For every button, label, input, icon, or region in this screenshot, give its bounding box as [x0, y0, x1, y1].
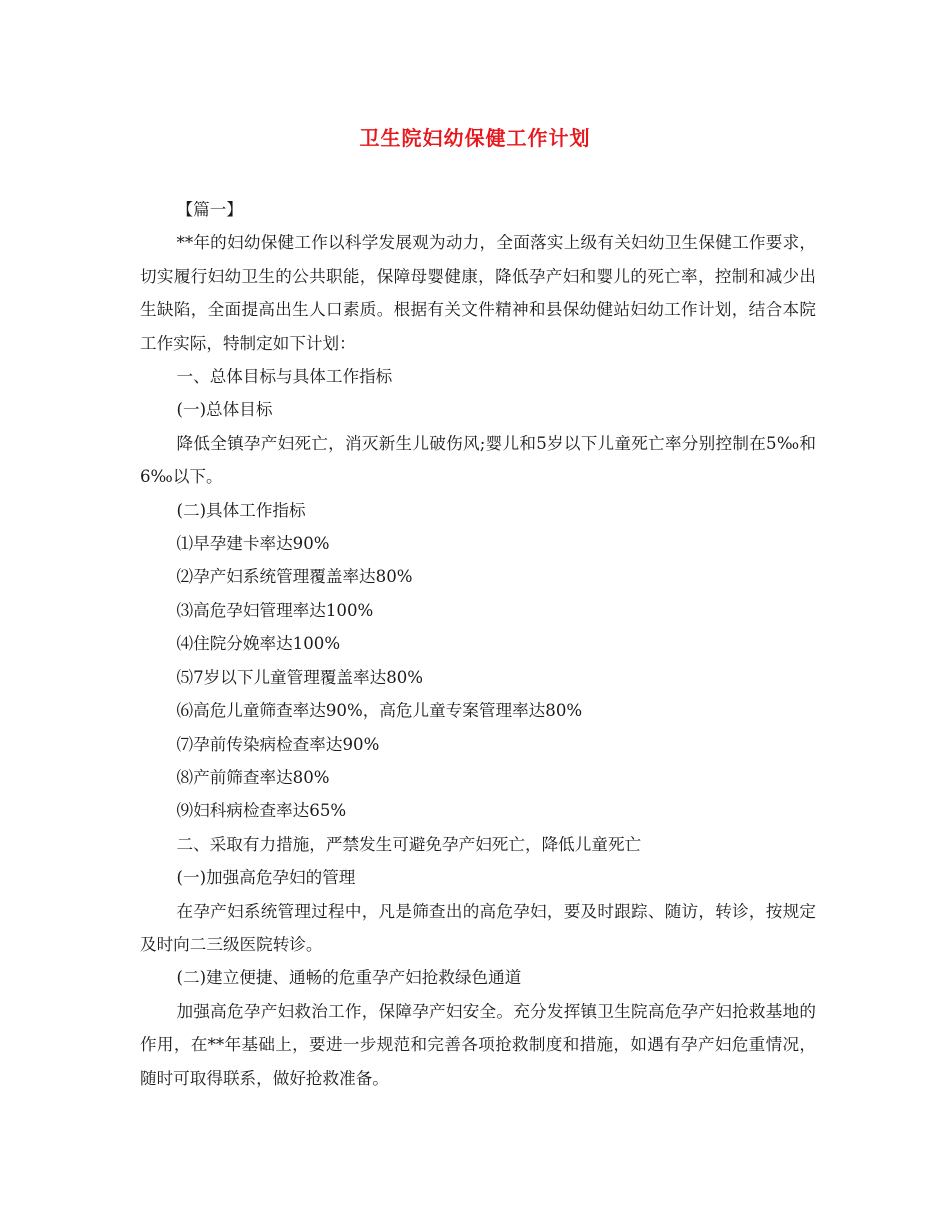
list-item: ⑸7岁以下儿童管理覆盖率达80%: [176, 667, 424, 687]
list-item: ⑶高危孕妇管理率达100%: [176, 600, 374, 620]
paragraph: **年的妇幼保健工作以科学发展观为动力，全面落实上级有关妇幼卫生保健工作要求，切实履行妇幼卫生的公共职能，保障母婴健康，降低孕产妇和婴儿的死亡率，控制和减少出生缺陷，全面提高出生人口素质。根据有关文件精神和县保幼健站妇幼工作计划，结合本院工作实际，特制定如下计划：: [140, 233, 816, 353]
section-heading: 【篇一】: [176, 200, 243, 219]
subsection-heading: (一)加强高危孕妇的管理: [176, 868, 356, 888]
subsection-heading: (二)建立便捷、通畅的危重孕产妇抢救绿色通道: [176, 968, 522, 988]
section-heading: 一、总体目标与具体工作指标: [176, 367, 393, 387]
document-body: [140, 193, 816, 1095]
paragraph: 加强高危孕产妇救治工作，保障孕产妇安全。充分发挥镇卫生院高危孕产妇抢救基地的作用，在**年基础上，要进一步规范和完善各项抢救制度和措施，如遇有孕产妇危重情况，随时可取得联系，做好抢救准备。: [140, 1001, 816, 1088]
subsection-heading: (一)总体目标: [176, 400, 273, 420]
list-item: ⑹高危儿童筛查率达90%，高危儿童专案管理率达80%: [176, 701, 583, 721]
list-item: ⑺孕前传染病检查率达90%: [176, 734, 380, 754]
document-title: 卫生院妇幼保健工作计划: [359, 126, 591, 150]
paragraph: 降低全镇孕产妇死亡，消灭新生儿破伤风;婴儿和5岁以下儿童死亡率分别控制在5‰和6‰以下。: [140, 433, 816, 487]
paragraph: 在孕产妇系统管理过程中，凡是筛查出的高危孕妇，要及时跟踪、随访，转诊，按规定及时向二三级医院转诊。: [140, 901, 816, 954]
list-item: ⑼妇科病检查率达65%: [176, 801, 347, 821]
subsection-heading: (二)具体工作指标: [176, 500, 306, 520]
list-item: ⑵孕产妇系统管理覆盖率达80%: [176, 567, 413, 587]
list-item: ⑴早孕建卡率达90%: [176, 534, 330, 554]
list-item: ⑻产前筛查率达80%: [176, 767, 330, 787]
section-heading: 二、采取有力措施，严禁发生可避免孕产妇死亡，降低儿童死亡: [176, 834, 642, 854]
list-item: ⑷住院分娩率达100%: [176, 634, 341, 654]
